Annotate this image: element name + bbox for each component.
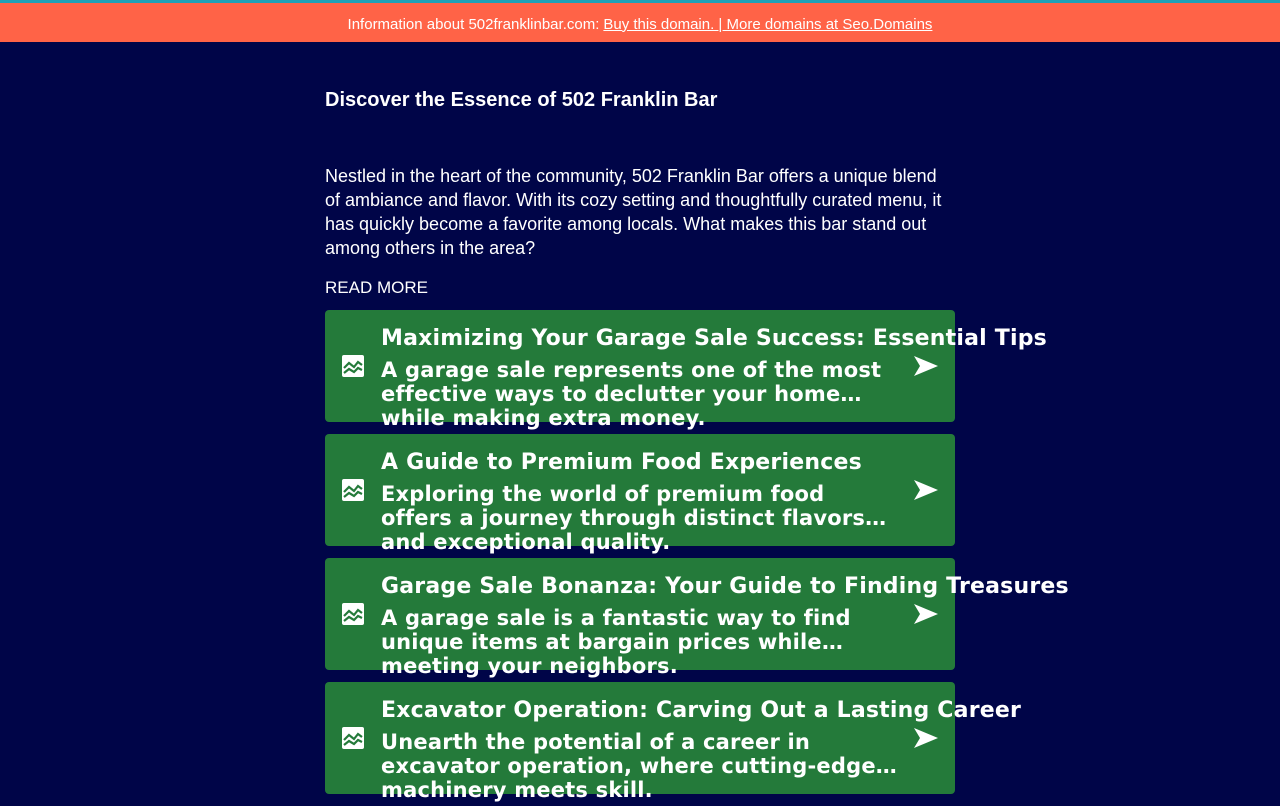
arrow-right-icon xyxy=(913,354,939,378)
article-card[interactable] xyxy=(325,558,1069,678)
article-card-title: Excavator Operation: Carving Out a Lasting Career xyxy=(381,698,1022,723)
article-card-description: A garage sale represents one of the most effective ways to declutter your home while making extra money. xyxy=(381,358,882,430)
buy-domain-link[interactable]: Buy this domain. | More domains at Seo.Domains xyxy=(603,15,933,33)
article-card-description: Exploring the world of premium food offers a journey through distinct flavors and exceptional quality. xyxy=(381,482,866,554)
article-card[interactable] xyxy=(325,310,1047,430)
image-icon xyxy=(341,726,365,750)
intro-paragraph: Nestled in the heart of the community, 502 Franklin Bar offers a unique blend of ambiance and flavor. With its cozy setting and thoughtfully curated menu, it has quickly become a favorite among locals. What makes this bar stand out among others in the area? xyxy=(325,166,942,258)
page-title: Discover the Essence of 502 Franklin Bar xyxy=(325,89,718,111)
article-card[interactable] xyxy=(325,434,955,554)
article-card-title: Maximizing Your Garage Sale Success: Essential Tips xyxy=(381,326,1047,351)
article-card-text xyxy=(381,574,1069,678)
article-card[interactable] xyxy=(325,682,1022,802)
domain-info-banner xyxy=(0,3,1280,42)
banner-info-text: Information about 502franklinbar.com: xyxy=(347,15,600,33)
article-card-text xyxy=(381,450,901,554)
main-content xyxy=(325,42,1069,806)
image-icon xyxy=(341,478,365,502)
article-card-list xyxy=(325,310,1069,802)
arrow-right-icon xyxy=(913,478,939,502)
article-card-description: Unearth the potential of a career in excavator operation, where cutting-edge machinery meets skill. xyxy=(381,730,876,802)
article-card-title: A Guide to Premium Food Experiences xyxy=(381,450,862,475)
article-card-description: A garage sale is a fantastic way to find unique items at bargain prices while meeting your neighbors. xyxy=(381,606,851,678)
arrow-right-icon xyxy=(913,602,939,626)
arrow-right-icon xyxy=(913,726,939,750)
image-icon xyxy=(341,354,365,378)
image-icon xyxy=(341,602,365,626)
article-card-text xyxy=(381,326,1047,430)
read-more-link[interactable]: READ MORE xyxy=(325,278,428,297)
article-card-title: Garage Sale Bonanza: Your Guide to Finding Treasures xyxy=(381,574,1069,599)
article-card-text xyxy=(381,698,1022,802)
